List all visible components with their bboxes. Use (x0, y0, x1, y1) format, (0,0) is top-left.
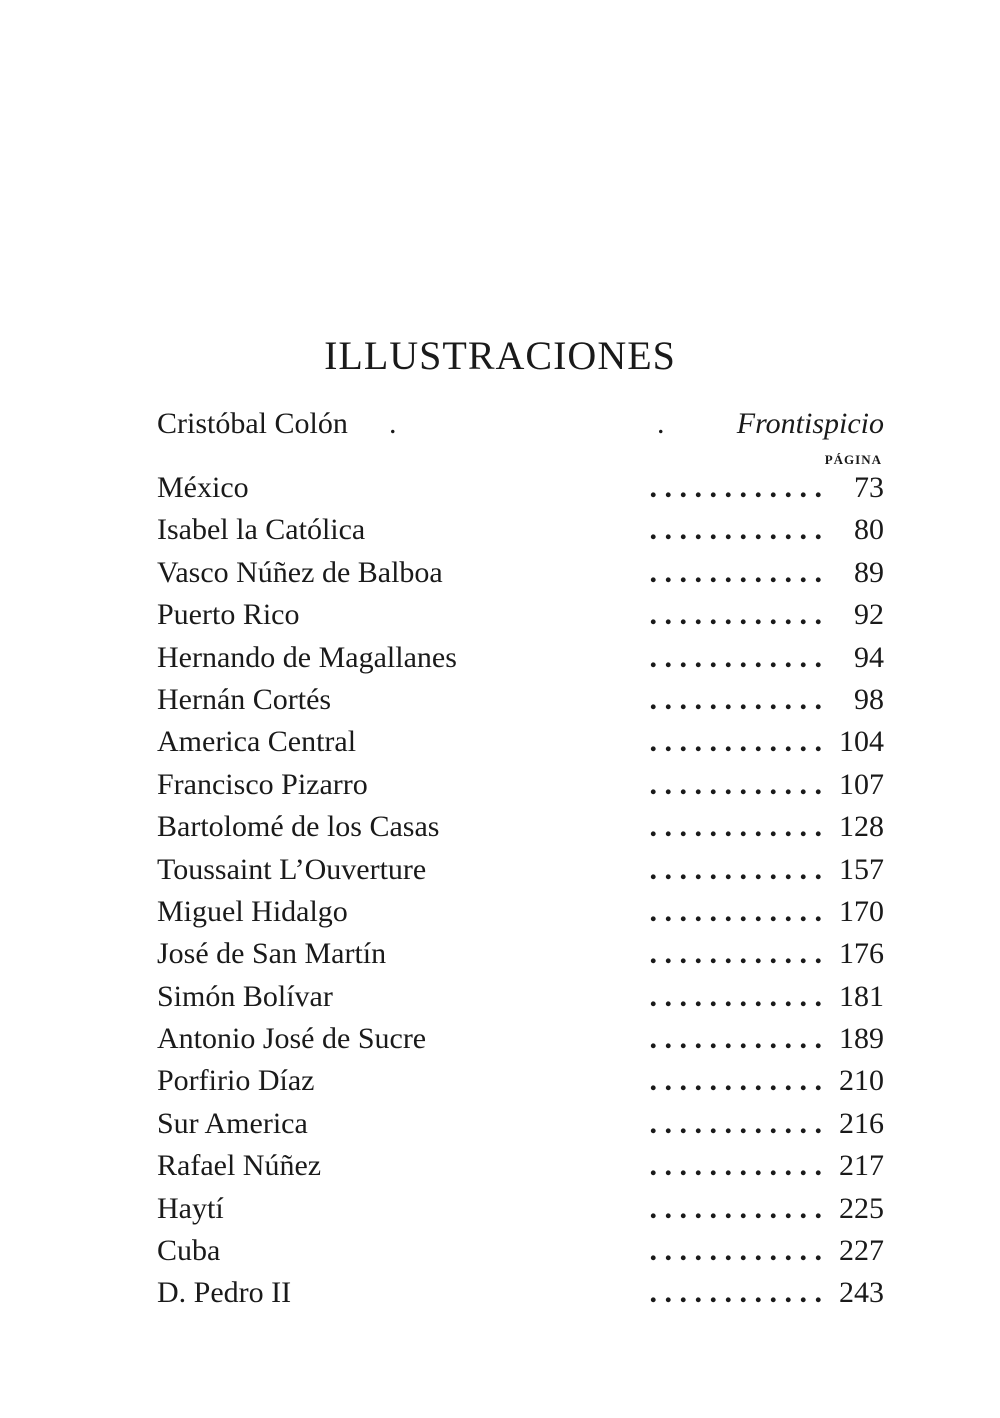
illustration-name: Toussaint L’Ouverture (157, 849, 432, 891)
frontispiece-dot-right: . (657, 407, 665, 440)
page-number: 107 (839, 767, 884, 801)
dot-leader: . . . . . . . . . . . . (649, 1064, 822, 1098)
illustration-name: Rafael Núñez (157, 1145, 327, 1187)
list-item (157, 806, 884, 848)
dot-leader: . . . . . . . . . . . . (649, 767, 822, 801)
page-number: 104 (839, 725, 884, 759)
dot-leader: . . . . . . . . . . . . (649, 1234, 822, 1268)
list-item (157, 594, 884, 636)
page-number: 189 (839, 1022, 884, 1056)
illustration-name: Miguel Hidalgo (157, 891, 354, 933)
page-number: 128 (839, 810, 884, 844)
page-number: 98 (854, 682, 884, 716)
list-item (157, 891, 884, 933)
list-item (157, 976, 884, 1018)
dot-leader: . . . . . . . . . . . . (649, 513, 822, 547)
list-item (157, 849, 884, 891)
list-item (157, 721, 884, 763)
list-item (157, 552, 884, 594)
illustration-name: Hernando de Magallanes (157, 637, 463, 679)
illustration-name: Haytí (157, 1188, 230, 1230)
list-item (157, 637, 884, 679)
page-number: 181 (839, 979, 884, 1013)
page-number: 243 (839, 1276, 884, 1310)
frontispiece-name: Cristóbal Colón (157, 407, 348, 440)
illustrations-list (157, 467, 884, 1315)
dot-leader: . . . . . . . . . . . . (649, 1022, 822, 1056)
dot-leader: . . . . . . . . . . . . (649, 1191, 822, 1225)
dot-leader: . . . . . . . . . . . . (649, 810, 822, 844)
dot-leader: . . . . . . . . . . . . (649, 471, 822, 504)
dot-leader: . . . . . . . . . . . . (649, 725, 822, 759)
list-item (157, 1272, 884, 1314)
page-number: 227 (839, 1234, 884, 1268)
illustration-name: José de San Martín (157, 933, 392, 975)
dot-leader: . . . . . . . . . . . . (649, 894, 822, 928)
list-item (157, 679, 884, 721)
illustration-name: America Central (157, 721, 362, 763)
illustration-name: Hernán Cortés (157, 679, 337, 721)
illustration-name: Vasco Núñez de Balboa (157, 552, 449, 594)
dot-leader: . . . . . . . . . . . . (649, 979, 822, 1013)
list-item (157, 1188, 884, 1230)
page-number: 80 (854, 513, 884, 547)
page-number: 89 (854, 555, 884, 589)
page-number: 92 (854, 598, 884, 632)
page-number: 94 (854, 640, 884, 674)
illustration-name: Simón Bolívar (157, 976, 339, 1018)
list-item (157, 933, 884, 975)
illustration-name: Bartolomé de los Casas (157, 806, 445, 848)
list-item (157, 1145, 884, 1187)
dot-leader: . . . . . . . . . . . . (649, 852, 822, 886)
illustration-name: D. Pedro II (157, 1272, 297, 1314)
dot-leader: . . . . . . . . . . . . (649, 937, 822, 971)
list-item (157, 1018, 884, 1060)
page-number: 170 (839, 894, 884, 928)
page-column-label: PÁGINA (824, 452, 882, 467)
list-item (157, 509, 884, 551)
illustration-name: Sur America (157, 1103, 314, 1145)
list-item (157, 467, 884, 509)
page-number: 216 (839, 1106, 884, 1140)
frontispiece-dot-left: . (389, 407, 397, 440)
illustration-name: Cuba (157, 1230, 226, 1272)
illustration-name: Francisco Pizarro (157, 764, 374, 806)
dot-leader: . . . . . . . . . . . . (649, 555, 822, 589)
illustration-name: Antonio José de Sucre (157, 1018, 432, 1060)
page-number: 157 (839, 852, 884, 886)
list-item (157, 764, 884, 806)
dot-leader: . . . . . . . . . . . . (649, 682, 822, 716)
page-title: ILLUSTRACIONES (324, 333, 676, 378)
page-number: 73 (854, 471, 884, 504)
frontispiece-entry (157, 403, 884, 445)
page-number: 217 (839, 1149, 884, 1183)
dot-leader: . . . . . . . . . . . . (649, 1276, 822, 1310)
page-number: 176 (839, 937, 884, 971)
illustration-name: Puerto Rico (157, 594, 306, 636)
dot-leader: . . . . . . . . . . . . (649, 1149, 822, 1183)
dot-leader: . . . . . . . . . . . . (649, 598, 822, 632)
illustration-name: Isabel la Católica (157, 509, 371, 551)
list-item (157, 1060, 884, 1102)
illustration-name: México (157, 467, 255, 509)
list-item (157, 1103, 884, 1145)
frontispiece-reference: Frontispicio (736, 407, 884, 440)
dot-leader: . . . . . . . . . . . . (649, 640, 822, 674)
list-item (157, 1230, 884, 1272)
page-number: 225 (839, 1191, 884, 1225)
dot-leader: . . . . . . . . . . . . (649, 1106, 822, 1140)
page-number: 210 (839, 1064, 884, 1098)
illustration-name: Porfirio Díaz (157, 1060, 320, 1102)
